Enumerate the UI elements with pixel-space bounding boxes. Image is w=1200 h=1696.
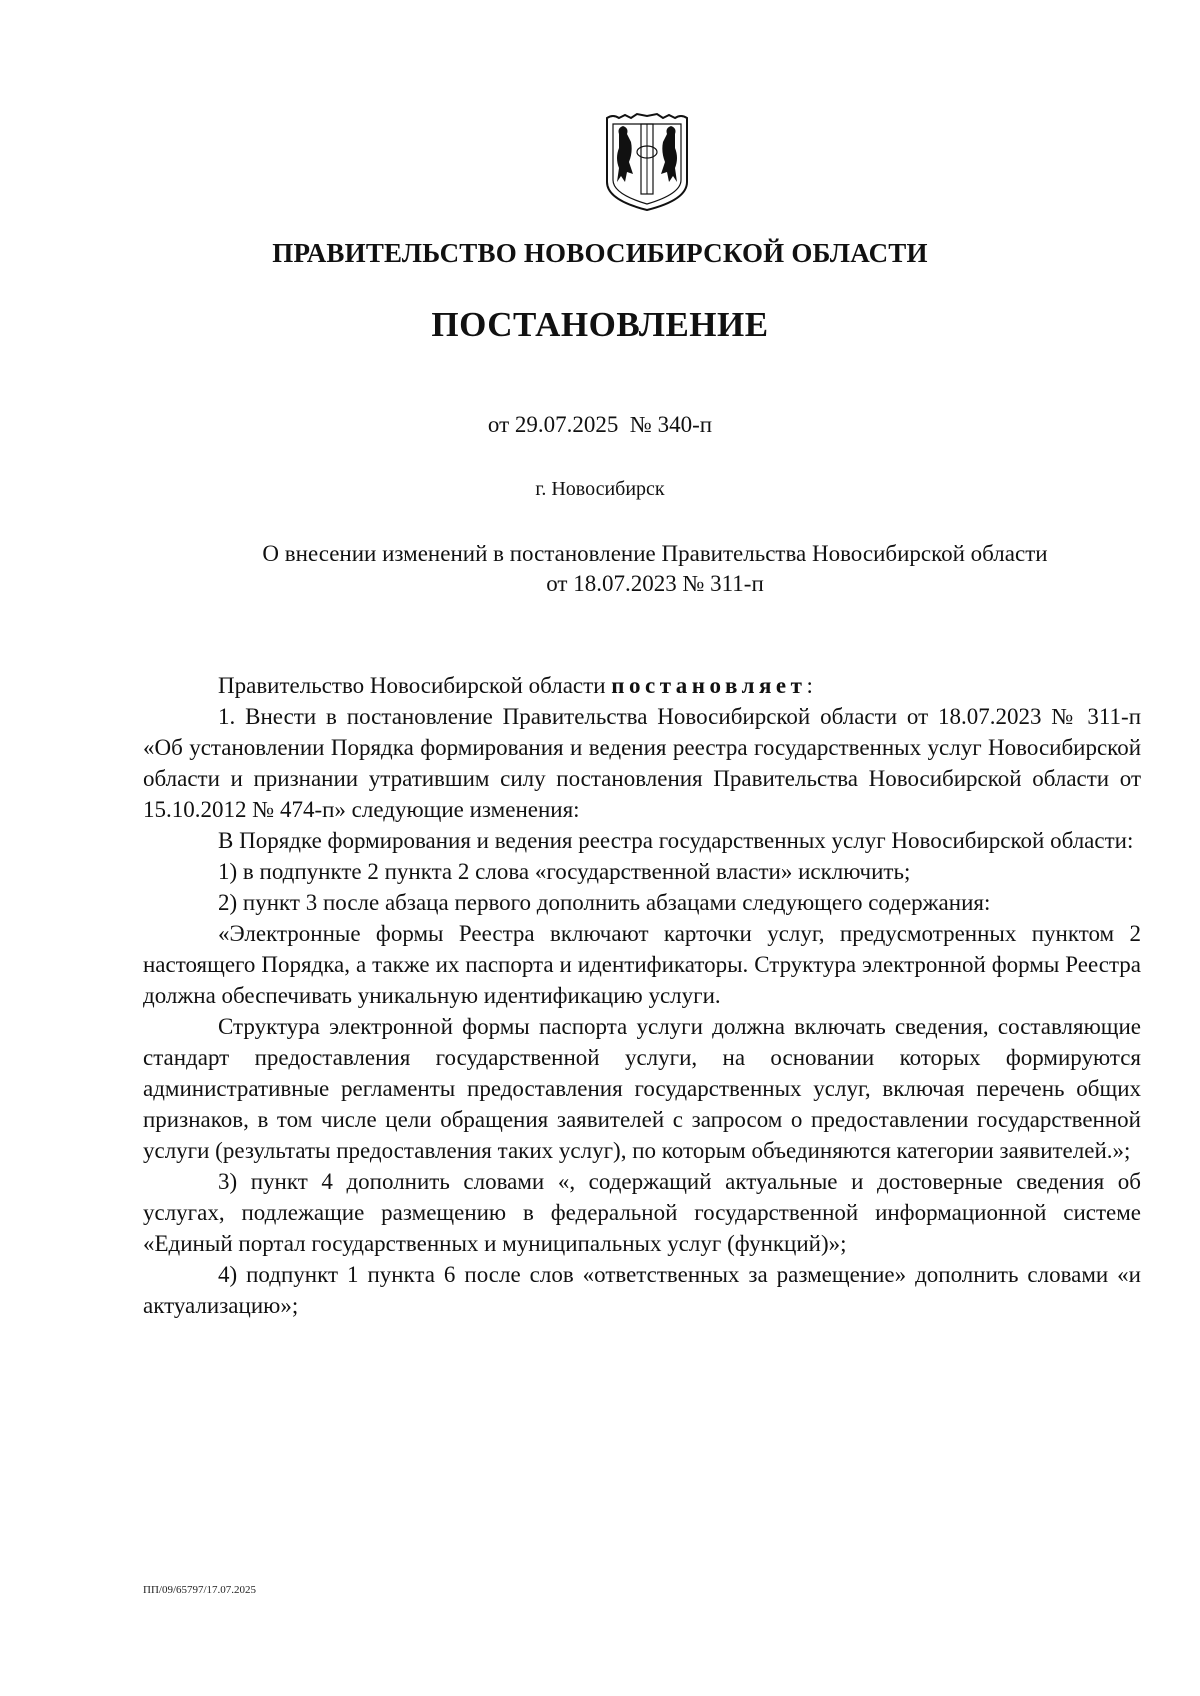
subject-line-2: от 18.07.2023 № 311-п <box>546 571 764 596</box>
body-paragraph: 4) подпункт 1 пункта 6 после слов «ответственных за размещение» дополнить словами «и актуализацию»; <box>143 1262 1141 1318</box>
body-paragraph: В Порядке формирования и ведения реестра государственных услуг Новосибирской области: <box>218 828 1134 853</box>
body-paragraph: 1. Внести в постановление Правительства Новосибирской области от 18.07.2023 № 311-п «Об установлении Порядка формирования и ведения реестра государственных услуг Новосибирской области и признании утратившим силу постановления Правительства Новосибирской области от 15.10.2012 № 474-п» следующие изменения: <box>143 704 1141 822</box>
document-subject <box>155 539 1155 599</box>
document-city: г. Новосибирск <box>535 478 665 500</box>
body-paragraph: Структура электронной формы паспорта услуги должна включать сведения, составляющие стандарт предоставления государственной услуги, на основании которых формируются административные регламенты предоставления государственных услуг, включая перечень общих признаков, в том числе цели обращения заявителей с запросом о предоставлении государственной услуги (результаты предоставления таких услуг), по которым объединяются категории заявителей.»; <box>143 1014 1141 1163</box>
document-body <box>143 670 1141 1321</box>
organization-title: ПРАВИТЕЛЬСТВО НОВОСИБИРСКОЙ ОБЛАСТИ <box>272 238 928 268</box>
intro-decree-word: постановляет <box>611 673 807 698</box>
body-paragraph: «Электронные формы Реестра включают карточки услуг, предусмотренных пунктом 2 настоящего Порядка, а также их паспорта и идентификаторы. Структура электронной формы Реестра должна обеспечивать уникальную идентификацию услуги. <box>143 921 1141 1008</box>
document-type-heading: ПОСТАНОВЛЕНИЕ <box>431 305 769 344</box>
body-paragraph: 3) пункт 4 дополнить словами «, содержащий актуальные и достоверные сведения об услугах, подлежащие размещению в федеральной государственной информационной системе «Единый портал государственных и муниципальных услуг (функций)»; <box>143 1169 1141 1256</box>
document-date-number: от 29.07.2025 № 340-п <box>487 412 713 437</box>
footer-document-code: ПП/09/65797/17.07.2025 <box>143 1584 257 1596</box>
body-paragraph: 2) пункт 3 после абзаца первого дополнить абзацами следующего содержания: <box>218 890 991 915</box>
body-paragraph: 1) в подпункте 2 пункта 2 слова «государственной власти» исключить; <box>218 859 911 884</box>
intro-prefix: Правительство Новосибирской области <box>218 673 612 698</box>
intro-suffix: : <box>806 673 813 698</box>
novosibirsk-coat-of-arms-icon <box>603 112 691 212</box>
intro-paragraph <box>143 670 1141 701</box>
subject-line-1: О внесении изменений в постановление Правительства Новосибирской области <box>262 541 1048 566</box>
